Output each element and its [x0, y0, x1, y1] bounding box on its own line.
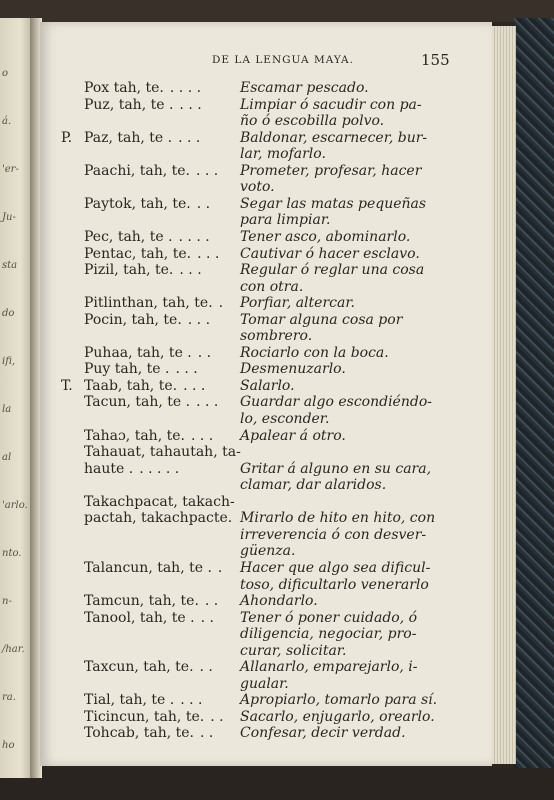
left-margin-fragment: sta	[2, 260, 18, 271]
headword: Pocin, tah, te.	[84, 311, 182, 328]
definition: lar, mofarlo.	[240, 146, 326, 163]
definition: Tener asco, abominarlo.	[240, 228, 411, 245]
definition: gualar.	[240, 675, 289, 692]
headword: Tanool, tah, te .	[84, 609, 195, 626]
entry-line	[40, 80, 492, 96]
headword: Pox tah, te.	[84, 80, 164, 96]
entry-line	[40, 262, 492, 278]
definition: Apalear á otro.	[240, 427, 346, 444]
entry-line	[40, 328, 492, 344]
definition: para limpiar.	[240, 212, 331, 229]
entry-line	[40, 428, 492, 444]
leader-dots: . . .	[187, 311, 211, 328]
definition: Segar las matas pequeñas	[240, 195, 427, 212]
leader-dots: . . .	[180, 692, 203, 709]
definition: Ahondarlo.	[240, 593, 318, 610]
entry-line	[40, 212, 492, 228]
entry-line	[40, 97, 492, 113]
definition: Tomar alguna cosa por	[240, 311, 403, 328]
headword: Takachpacat, takach-	[84, 493, 235, 510]
definition: Apropiarlo, tomarlo para sí.	[240, 692, 438, 709]
entry-line	[40, 229, 492, 245]
entry-line	[40, 312, 492, 328]
entry-line	[40, 394, 492, 410]
entry-line	[40, 378, 492, 394]
headword: Pec, tah, te .	[84, 228, 173, 245]
definition: Cautivar ó hacer esclavo.	[240, 245, 420, 262]
headword: haute .	[84, 460, 134, 477]
headword: Tamcun, tah, te.	[84, 593, 199, 610]
definition: curar, solicitar.	[240, 642, 347, 659]
leader-dots: . .	[200, 725, 214, 742]
entry-line	[40, 676, 492, 692]
leader-dots: . .	[200, 609, 214, 626]
entry-line	[40, 130, 492, 146]
page-number: 155	[421, 51, 450, 69]
entry-line	[40, 626, 492, 642]
headword: Pentac, tah, te.	[84, 245, 192, 262]
leader-dots: . . .	[178, 129, 201, 146]
left-margin-fragment: á.	[2, 116, 12, 127]
definition: Regular ó reglar una cosa	[240, 262, 425, 279]
headword: Pizil, tah, te.	[84, 262, 174, 279]
left-margin-fragment: do	[2, 308, 15, 319]
definition: sombrero.	[240, 328, 313, 345]
headword: Puz, tah, te .	[84, 96, 174, 113]
left-margin-fragment: /har.	[2, 644, 25, 655]
leader-dots: . . .	[179, 262, 202, 279]
definition: toso, dificultarlo venerarlo	[240, 576, 429, 593]
entry-line	[40, 146, 492, 162]
definition: ño ó escobilla polvo.	[240, 113, 385, 130]
left-margin-fragment: 'arlo.	[2, 500, 28, 511]
entry-line	[40, 593, 492, 609]
headword: Tacun, tah, te .	[84, 394, 191, 411]
definition: Desmenuzarlo.	[240, 361, 346, 378]
headword: Talancun, tah, te .	[84, 559, 212, 576]
book-cover-bottom	[0, 768, 554, 800]
left-margin-fragment: n-	[2, 596, 12, 607]
entry-line	[40, 543, 492, 559]
book-cover-top	[0, 0, 554, 22]
headword: Paachi, tah, te.	[84, 162, 190, 179]
entry-line	[40, 295, 492, 311]
definition: clamar, dar alaridos.	[240, 477, 387, 494]
leader-dots: . . .	[197, 245, 220, 262]
entry-line	[40, 725, 492, 741]
left-margin-fragment: la	[2, 404, 12, 415]
definition: Sacarlo, enjugarlo, orearlo.	[240, 708, 435, 725]
entry-line	[40, 510, 492, 526]
definition: con otra.	[240, 278, 304, 295]
headword: Tahauat, tahautah, ta-	[84, 444, 241, 461]
leader-dots: . . .	[179, 96, 202, 113]
leader-dots: . .	[199, 659, 213, 676]
headword: Taxcun, tah, te.	[84, 659, 194, 676]
entry-line	[40, 411, 492, 427]
definition: güenza.	[240, 543, 296, 560]
left-margin-fragment: Ju-	[2, 212, 16, 223]
leader-dots: . . . .	[178, 228, 210, 245]
leader-dots: . .	[196, 195, 211, 212]
definition: Tener ó poner cuidado, ó	[240, 609, 418, 626]
entry-letter: T.	[61, 377, 73, 394]
leader-dots: . . .	[183, 377, 206, 394]
entry-line	[40, 709, 492, 725]
headword: pactah, takachpacte.	[84, 510, 233, 527]
definition: Prometer, profesar, hacer	[240, 162, 422, 179]
definition: Rociarlo con la boca.	[240, 344, 389, 361]
leader-dots: . .	[204, 593, 219, 610]
entry-line	[40, 361, 492, 377]
headword: Paytok, tah, te.	[84, 195, 191, 212]
running-title: DE LA LENGUA MAYA.	[212, 54, 354, 66]
entry-line	[40, 643, 492, 659]
headword: Paz, tah, te .	[84, 129, 173, 146]
leader-dots: . .	[197, 344, 212, 361]
leader-dots: . . . . .	[139, 460, 180, 477]
left-margin-fragment: o	[2, 68, 9, 79]
definition: lo, esconder.	[240, 411, 330, 427]
entry-line	[40, 196, 492, 212]
entry-line	[40, 659, 492, 675]
entry-line	[40, 279, 492, 295]
definition: Mirarlo de hito en hito, con	[240, 510, 436, 527]
definition: Confesar, decir verdad.	[240, 725, 406, 742]
leader-dots: .	[217, 559, 223, 576]
definition: Hacer que algo sea dificul-	[240, 559, 431, 576]
leader-dots: .	[218, 295, 224, 312]
definition: Salarlo.	[240, 377, 295, 394]
marbled-cover-edge	[514, 18, 554, 788]
leader-dots: . . .	[195, 162, 219, 179]
entry-line	[40, 560, 492, 576]
left-margin-fragment: al	[2, 452, 12, 463]
definition: Guardar algo escondiéndo-	[240, 394, 432, 411]
headword: Tohcab, tah, te.	[84, 725, 194, 742]
entry-line	[40, 113, 492, 129]
entry-line	[40, 494, 492, 510]
definition: voto.	[240, 179, 275, 196]
definition: diligencia, negociar, pro-	[240, 626, 417, 643]
left-margin-fragment: ifi,	[2, 356, 16, 367]
leader-dots: . .	[210, 708, 224, 725]
entry-line	[40, 246, 492, 262]
leader-dots: . . .	[196, 394, 219, 411]
entry-line	[40, 345, 492, 361]
entry-line	[40, 577, 492, 593]
headword: Taab, tah, te.	[84, 377, 178, 394]
entry-line	[40, 610, 492, 626]
entry-line	[40, 444, 492, 460]
headword: Pitlinthan, tah, te.	[84, 295, 213, 312]
headword: Tahaɔ, tah, te.	[84, 427, 185, 444]
definition: Escamar pescado.	[240, 80, 369, 96]
headword: Puhaa, tah, te .	[84, 344, 192, 361]
headword: Ticincun, tah, te.	[84, 708, 205, 725]
entry-letter: P.	[61, 129, 73, 146]
leader-dots: . . .	[175, 361, 198, 378]
leader-dots: . . .	[190, 427, 214, 444]
entry-line	[40, 163, 492, 179]
entry-line	[40, 461, 492, 477]
headword: Puy tah, te .	[84, 361, 170, 378]
left-margin-fragment: nto.	[2, 548, 22, 559]
leader-dots: . . . .	[169, 80, 202, 96]
definition: irreverencia ó con desver-	[240, 526, 427, 543]
dictionary-page	[40, 22, 492, 766]
entry-line	[40, 527, 492, 543]
left-margin-fragment: 'er-	[2, 164, 19, 175]
previous-page-sliver	[0, 18, 34, 778]
definition: Baldonar, escarnecer, bur-	[240, 129, 428, 146]
entry-line	[40, 692, 492, 708]
definition: Porfiar, altercar.	[240, 295, 355, 312]
left-margin-fragment: ho	[2, 740, 15, 751]
definition: Gritar á alguno en su cara,	[240, 460, 432, 477]
entry-line	[40, 179, 492, 195]
entry-line	[40, 477, 492, 493]
definition: Allanarlo, emparejarlo, i-	[240, 659, 418, 676]
headword: Tial, tah, te .	[84, 692, 175, 709]
definition: Limpiar ó sacudir con pa-	[240, 96, 422, 113]
left-margin-fragment: ra.	[2, 692, 16, 703]
